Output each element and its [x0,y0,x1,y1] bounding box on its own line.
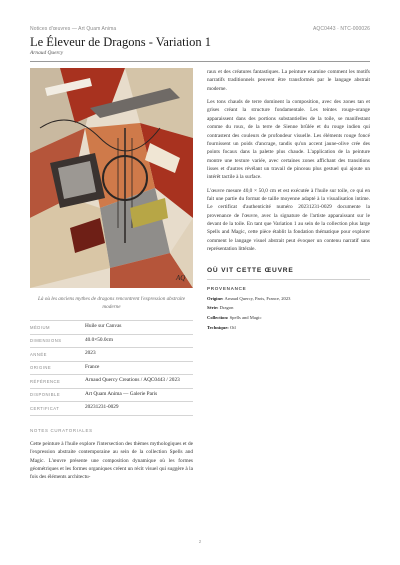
provenance-origin [207,295,370,304]
spec-row-available [30,389,193,403]
curatorial-notes-text: Cette peinture à l'huile explore l'intersection des thèmes mythologiques et de l'expression abstraite contemporaine au sein de la collection Spells and Magic. L'œuvre présente une composition dynamique où les formes géométriques et les formes organiques créent un récit visuel qui suggère à la fois des éléments architectu- [30,440,193,481]
artist-name[interactable]: Arnaud Quercy [30,50,64,56]
reference-code: AQC0443 · NTC-000026 [312,26,370,32]
artwork-caption: Là où les anciens mythes de dragons rencontrent l'expression abstraite moderne [37,296,186,310]
provenance-technique [207,324,370,333]
body-paragraph: L'œuvre mesure 40,0 × 50,0 cm et est exécutée à l'huile sur toile, ce qui en fait une partie du format de taille moyenne adapté à la visualisation intime. Le certificat d'authenticité numéro 20231231-0029 documente la provenance de l'œuvre, avec la signature de l'artiste apparaissant sur le devant de la toile. En tant que Variation 1 au sein de la collection plus large Spells and Magic, cette pièce établit la fondation thématique pour explorer comment le langage visuel abstrait peut évoquer un contenu narratif sans représentation littérale. [207,187,370,253]
spec-label: ANNÉE [30,351,47,357]
provenance-heading: PROVENANCE [207,285,247,291]
provenance-value: Dragon [219,305,234,311]
provenance-label: Origine: [207,295,224,301]
spec-value: 20231231-0029 [85,404,119,411]
spec-label: DIMENSIONS [30,338,62,344]
provenance-series [207,304,370,313]
spec-value: France [85,363,100,370]
spec-value: Huile sur Canvas [85,323,122,330]
spec-row-year [30,348,193,362]
provenance-label: Collection: [207,314,229,320]
provenance-value[interactable]: Spells and Magic [229,314,262,320]
spec-label: ORIGINE [30,365,52,371]
provenance-label: Série: [207,305,219,311]
spec-row-dimensions [30,335,193,349]
artwork-image[interactable] [30,68,193,288]
spec-row-origin [30,362,193,376]
right-column [207,68,370,332]
artwork-signature: AQ [176,274,186,282]
where-heading: OÙ VIT CETTE ŒUVRE [207,266,294,274]
spec-row-reference [30,375,193,389]
spec-value: Arnaud Quercy Creations / AQC0443 / 2023 [85,377,180,384]
provenance-label: Technique: [207,324,229,330]
provenance-collection [207,314,370,323]
spec-label: CERTIFICAT [30,405,60,411]
spec-value: 40.0×50.0cm [85,336,113,343]
provenance-value: Oil [229,324,236,330]
spec-row-medium [30,321,193,335]
left-column [30,68,193,482]
curatorial-notes-heading: NOTES CURATORIALES [30,427,93,433]
where-divider [207,279,370,280]
spec-table [30,320,193,416]
spec-label: RÉFÉRENCE [30,378,61,384]
spec-label: MÉDIUM [30,324,50,330]
spec-label: DISPONIBLE [30,392,61,398]
provenance-value: Arnaud Quercy, Paris, France, 2023 [224,295,291,301]
page-title: Le Éleveur de Dragons - Variation 1 [30,35,211,49]
spec-value: 2023 [85,350,96,357]
body-paragraph: Les tons chauds de terre dominent la composition, avec des zones tan et grises créant la structure fondamentale. Les teintes rouge-orange apparaissent dans des portions substantielles de la toile, se manifestant comme du roux, de la terre de Sienne brûlée et du rouge indien qui contrastent des couleurs de profondeur visuelle. Les éléments rouge foncé fournissent un poids d'ancrage, tandis qu'un accent jaune-olive crée des points focaux dans la palette plus chaude. L'application de la peinture montre une texture variée, avec certaines zones affichant des transitions lisses et d'autres révélant un travail de pinceau plus gestuel qui ajoute un intérêt tactile à la surface. [207,99,370,181]
body-paragraph: raux et des créatures fantastiques. La peinture examine comment les motifs narratifs traditionnels peuvent être transformés par le langage abstrait moderne. [207,69,370,92]
title-divider [30,61,370,62]
spec-value[interactable]: Art Quam Anima — Galerie Paris [85,390,158,397]
spec-row-certificate [30,402,193,416]
breadcrumb[interactable]: Notices d'œuvres — Art Quam Anima [30,26,117,32]
page-number: 2 [198,539,202,544]
